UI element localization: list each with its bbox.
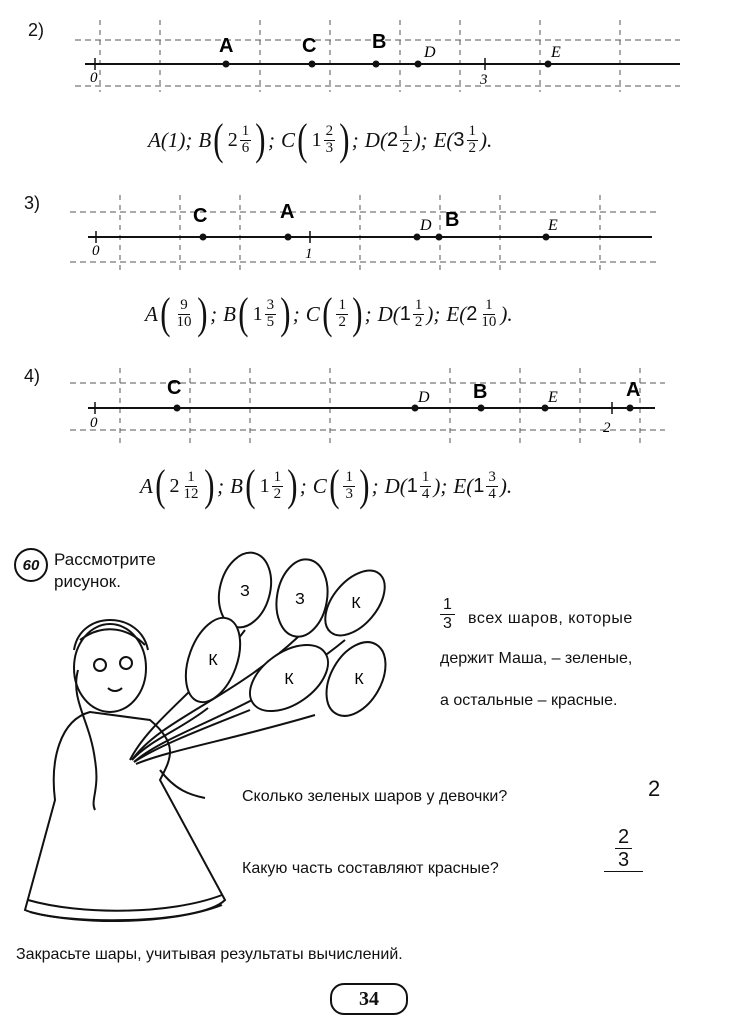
point-label-4-B: B bbox=[473, 381, 488, 403]
num-label-2-0: 0 bbox=[90, 70, 98, 86]
answer-2-D-letter: D( bbox=[364, 127, 387, 152]
exercise-2-number: 2) bbox=[28, 20, 45, 40]
statement-line1: всех шаров, которые bbox=[468, 610, 633, 627]
num-label-3-1: 1 bbox=[305, 246, 313, 262]
answer-3-C-frac: $\frac{1}{2}$ bbox=[338, 296, 346, 330]
answer-2-E-letter: E( bbox=[433, 127, 454, 152]
point-label-4-E: E bbox=[548, 389, 558, 406]
page-number: 34 bbox=[330, 983, 408, 1015]
answer-4-C-frac: $\frac{1}{3}$ bbox=[345, 468, 353, 502]
task-number-badge: 60 bbox=[14, 548, 48, 582]
answer-3-E-letter: E( bbox=[446, 301, 467, 326]
answer-4-A-whole: 2 bbox=[169, 474, 180, 497]
answer-3-E-frac: $\frac{1}{10}$ bbox=[481, 296, 497, 330]
answer-4-A-frac: $\frac{1}{12}$ bbox=[183, 468, 199, 502]
answer-4-E-sep: ). bbox=[499, 473, 513, 498]
answer-3-C-letter: C bbox=[305, 301, 320, 326]
answer-4-B-frac: $\frac{1}{2}$ bbox=[273, 468, 282, 502]
answer-2-E-whole: 3 bbox=[453, 128, 465, 151]
point-label-3-B: B bbox=[445, 209, 460, 231]
question-green-count: Сколько зеленых шаров у девочки? bbox=[242, 788, 508, 805]
num-label-2-3: 3 bbox=[480, 72, 488, 88]
answer-4-A-sep: ; bbox=[217, 473, 225, 498]
statement-line3: а остальные – красные. bbox=[440, 692, 618, 709]
answer-3-D-letter: D( bbox=[377, 301, 400, 326]
answer-4-D-frac: $\frac{1}{4}$ bbox=[421, 468, 430, 502]
answer-4-C-letter: C bbox=[312, 473, 327, 498]
answer-3: A ( $\frac{9}{10}$ ) ; B ( 1 $\frac{3}{5}$ ) ; C ( $\frac{1}{2}$ ) ; D( 1 $\frac{1}{2}$ ); E( 2 $\frac{1}{10}$ ). bbox=[145, 289, 513, 338]
answer-2-C-sep: ; bbox=[351, 127, 359, 152]
answer-2-A: A(1); bbox=[148, 127, 193, 152]
answer-3-E-whole: 2 bbox=[466, 302, 478, 325]
answer-2-C-frac: $\frac{2}{3}$ bbox=[325, 122, 334, 156]
answer-4-A-letter: A bbox=[140, 473, 153, 498]
num-label-4-2: 2 bbox=[603, 420, 611, 436]
answer-2-D-frac: $\frac{1}{2}$ bbox=[402, 122, 410, 156]
answer-4-E-whole: 1 bbox=[473, 474, 485, 497]
answer-4-D-sep: ); bbox=[433, 473, 448, 498]
answer-4-E-frac: $\frac{3}{4}$ bbox=[488, 468, 496, 502]
point-label-2-C: C bbox=[302, 35, 317, 57]
answer-3-D-frac: $\frac{1}{2}$ bbox=[414, 296, 423, 330]
statement-line2: держит Маша, – зеленые, bbox=[440, 650, 633, 667]
point-label-4-A: A bbox=[626, 379, 641, 401]
point-label-2-B: B bbox=[372, 31, 387, 53]
answer-3-C-sep: ; bbox=[364, 301, 372, 326]
balloon-2-label: З bbox=[295, 591, 305, 608]
point-label-2-A: A bbox=[219, 35, 234, 57]
balloon-1-label: З bbox=[240, 583, 250, 600]
balloon-4-label: К bbox=[208, 652, 218, 669]
answer-4-D-letter: D( bbox=[384, 473, 407, 498]
answer-3-D-whole: 1 bbox=[399, 302, 411, 325]
exercise-3-number: 3) bbox=[24, 193, 41, 213]
answer-2-B-sep: ; bbox=[267, 127, 275, 152]
question-red-part: Какую часть составляют красные? bbox=[242, 860, 499, 877]
task-title-line2: рисунок. bbox=[54, 572, 121, 591]
answer-4-B-whole: 1 bbox=[259, 474, 270, 497]
answer-3-A-sep: ; bbox=[210, 301, 218, 326]
answer-2-B-frac: $\frac{1}{6}$ bbox=[241, 122, 250, 156]
answer-3-B-sep: ; bbox=[292, 301, 300, 326]
answer-3-A-frac: $\frac{9}{10}$ bbox=[176, 296, 192, 330]
point-label-2-E: E bbox=[551, 44, 561, 61]
answer-4-D-whole: 1 bbox=[406, 474, 418, 497]
balloon-5-label: К bbox=[284, 671, 294, 688]
answer-3-B-frac: $\frac{3}{5}$ bbox=[266, 296, 275, 330]
point-label-3-C: C bbox=[193, 205, 208, 227]
num-label-3-0: 0 bbox=[92, 243, 100, 259]
answer-4-B-letter: B bbox=[230, 473, 243, 498]
answer-green-count: 2 bbox=[648, 776, 661, 801]
answer-2: A(1); B ( 2 $\frac{1}{6}$ ) ; C ( 1 $\frac{2}{3}$ ) ; D( 2 $\frac{1}{2}$ ); E( 3 $\frac{1}{2}$ ). bbox=[148, 115, 493, 164]
answer-4-C-sep: ; bbox=[371, 473, 379, 498]
point-label-3-E: E bbox=[548, 217, 558, 234]
answer-3-B-whole: 1 bbox=[252, 302, 263, 325]
answer-3-E-sep: ). bbox=[500, 301, 513, 326]
answer-3-D-sep: ); bbox=[426, 301, 441, 326]
answer-2-E-sep: ). bbox=[480, 127, 493, 152]
answer-2-C-whole: 1 bbox=[311, 128, 322, 151]
point-label-4-D: D bbox=[418, 389, 430, 406]
point-label-3-A: A bbox=[280, 201, 295, 223]
answer-3-A-letter: A bbox=[145, 301, 158, 326]
answer-4-B-sep: ; bbox=[299, 473, 307, 498]
answer-2-C-letter: C bbox=[280, 127, 295, 152]
answer-3-B-letter: B bbox=[223, 301, 236, 326]
num-label-4-0: 0 bbox=[90, 415, 98, 431]
answer-red-part: $\frac{2}{3}$ bbox=[604, 826, 643, 872]
answer-4: A ( 2 $\frac{1}{12}$ ) ; B ( 1 $\frac{1}{2}$ ) ; C ( $\frac{1}{3}$ ) ; D( 1 $\frac{1}{4}$ ); E( 1 $\frac{3}{4}$ ). bbox=[140, 461, 513, 510]
answer-4-E-letter: E( bbox=[453, 473, 474, 498]
balloon-6-label: К bbox=[354, 671, 364, 688]
balloon-3-label: К bbox=[351, 595, 361, 612]
answer-2-D-sep: ); bbox=[413, 127, 428, 152]
point-label-2-D: D bbox=[424, 44, 436, 61]
answer-2-B-whole: 2 bbox=[227, 128, 238, 151]
answer-2-B-letter: B bbox=[198, 127, 212, 152]
exercise-4-number: 4) bbox=[24, 366, 41, 386]
task-title-line1: Рассмотрите bbox=[54, 550, 156, 569]
point-label-4-C: C bbox=[167, 377, 182, 399]
point-label-3-D: D bbox=[420, 217, 432, 234]
statement-fraction: $\frac{1}{3}$ bbox=[440, 596, 455, 632]
answer-2-E-frac: $\frac{1}{2}$ bbox=[468, 122, 477, 156]
answer-2-D-whole: 2 bbox=[386, 128, 399, 151]
coloring-instruction: Закрасьте шары, учитывая результаты вычислений. bbox=[16, 946, 403, 963]
